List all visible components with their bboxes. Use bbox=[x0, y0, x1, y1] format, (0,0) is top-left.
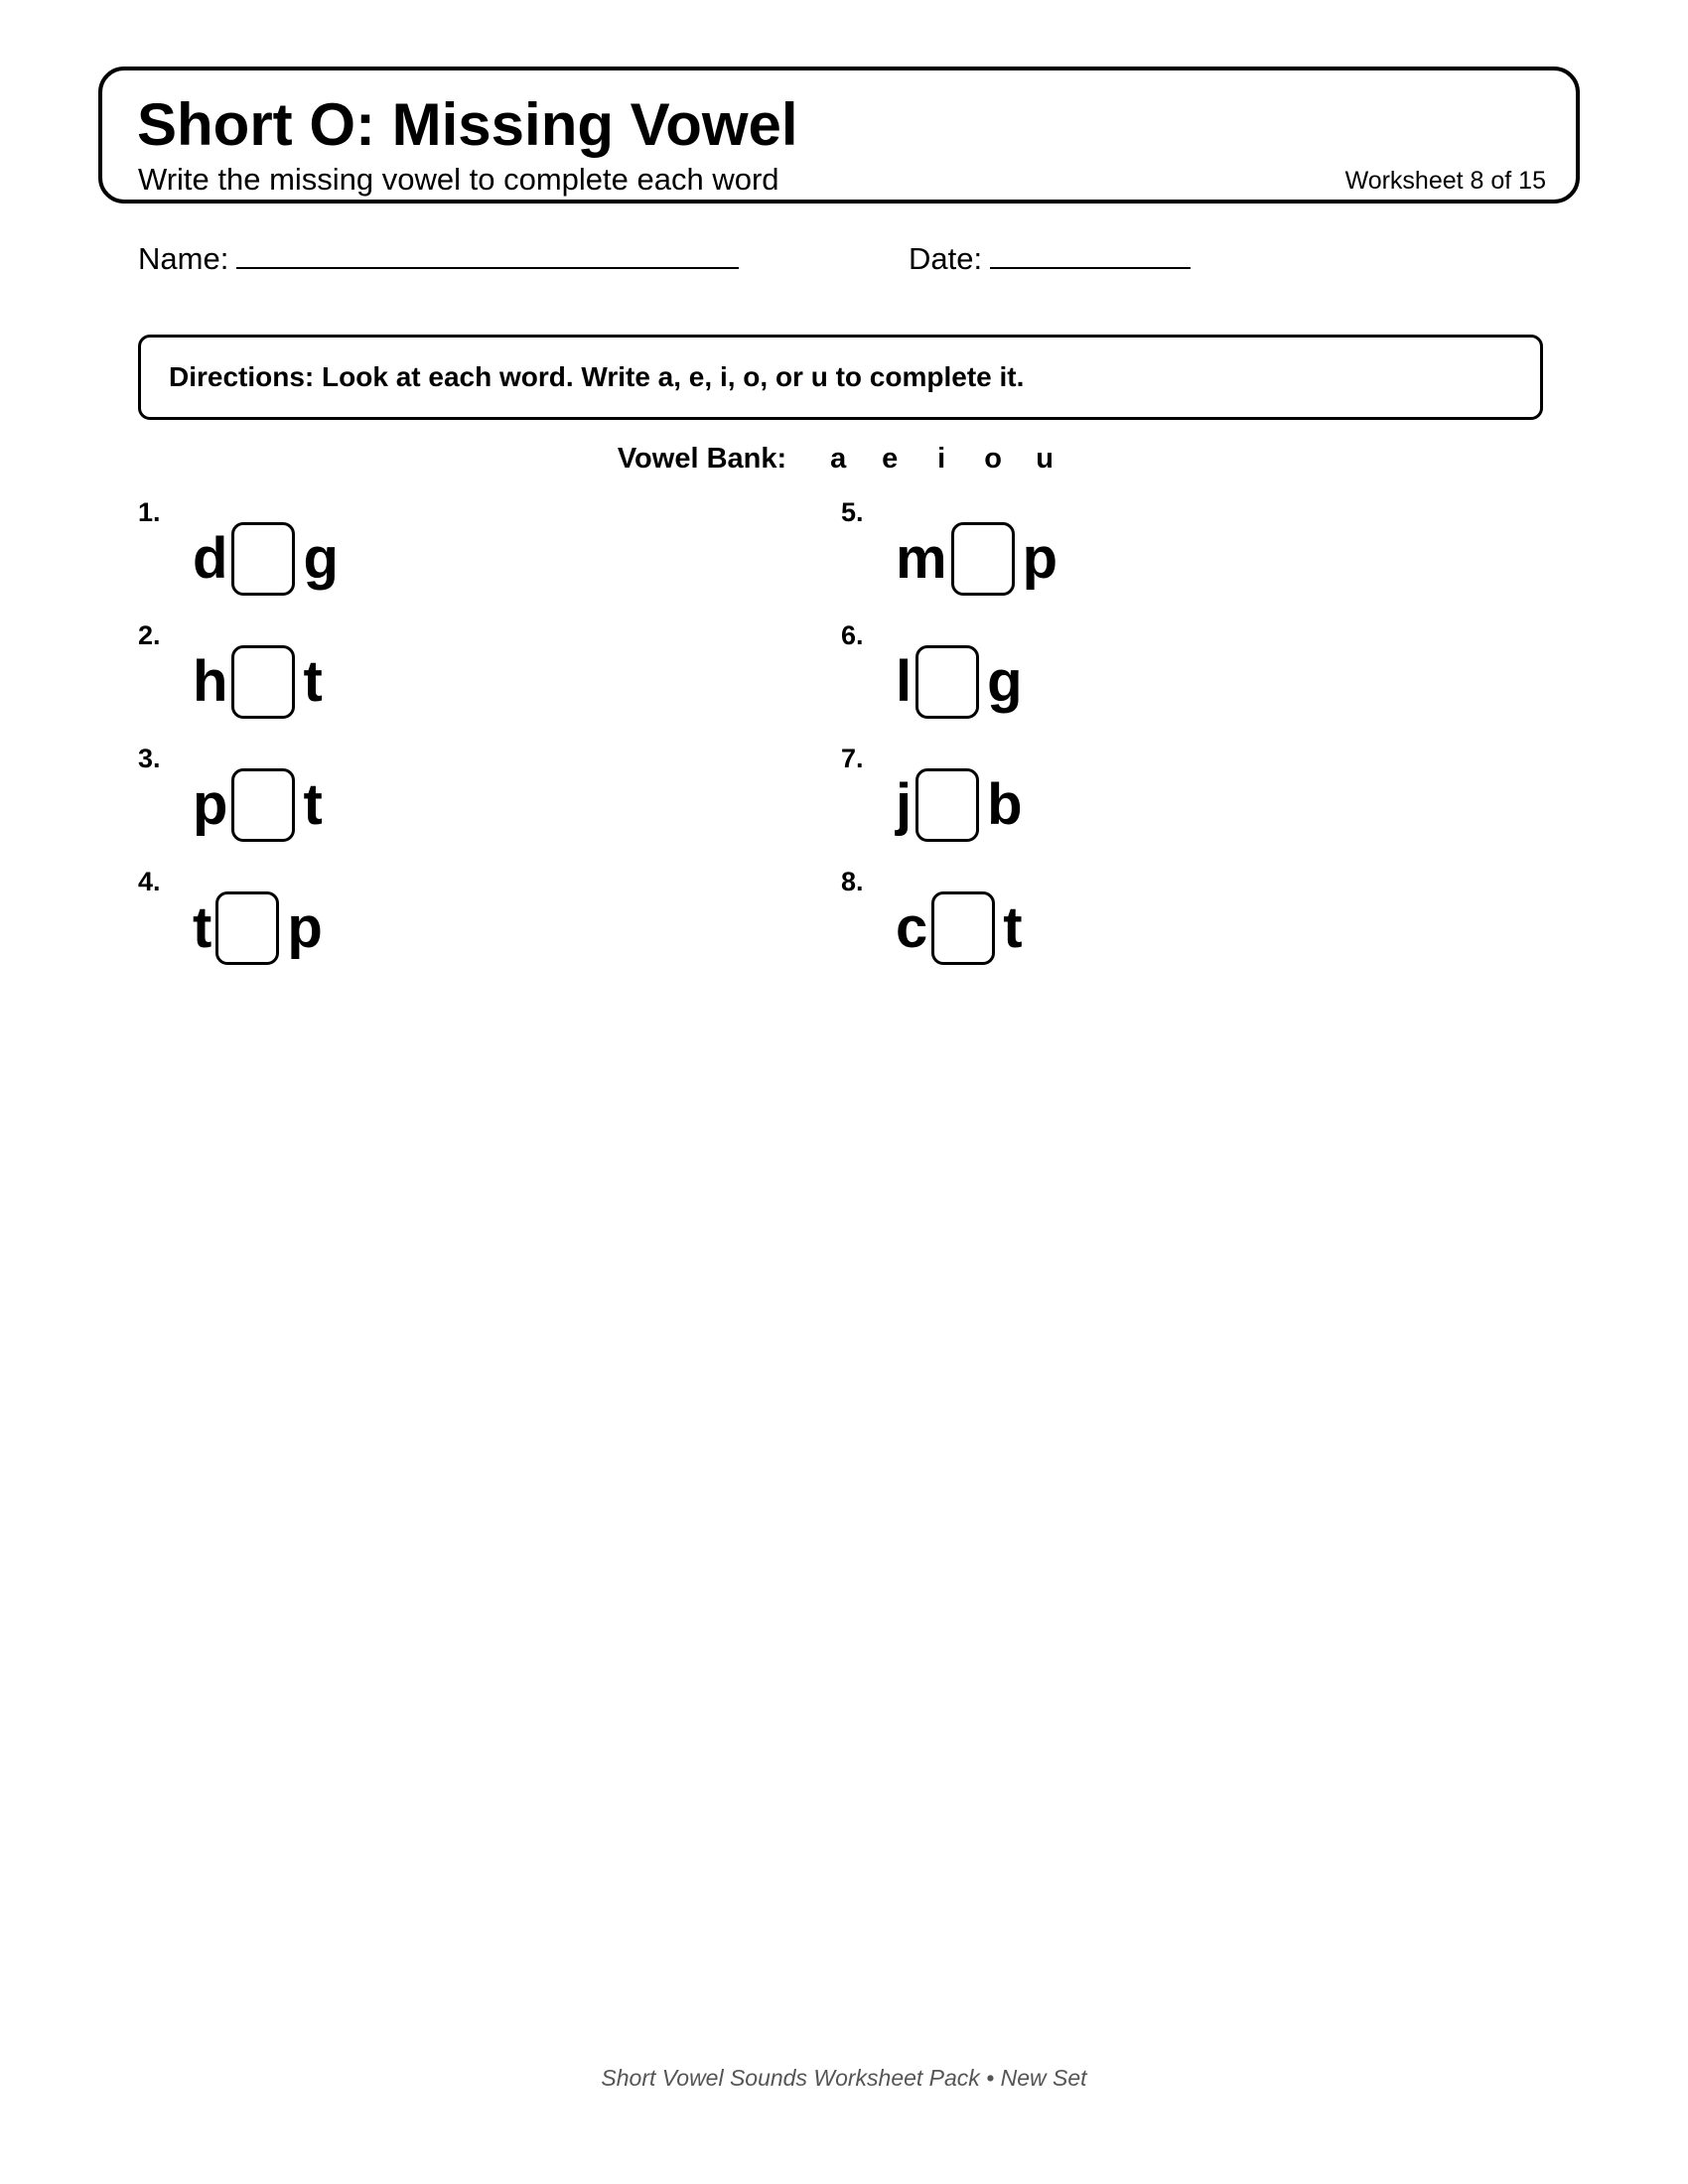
item-number: 1. bbox=[138, 497, 161, 527]
vowel-answer-box[interactable] bbox=[915, 645, 979, 719]
word-last-letter: g bbox=[987, 649, 1023, 714]
vowel-i: i bbox=[937, 443, 946, 475]
word-last-letter: b bbox=[987, 772, 1023, 837]
item-number: 7. bbox=[841, 744, 864, 773]
vowel-a: a bbox=[830, 443, 847, 475]
item-number: 2. bbox=[138, 620, 161, 650]
item-number: 8. bbox=[841, 867, 864, 896]
vowel-bank bbox=[0, 445, 1688, 474]
word bbox=[193, 767, 323, 843]
worksheet-title: Short O: Missing Vowel bbox=[137, 91, 798, 158]
word-first-letter: c bbox=[896, 895, 928, 960]
word-last-letter: p bbox=[1022, 526, 1058, 591]
directions-text: Directions: Look at each word. Write a, e, i, o, or u to complete it. bbox=[169, 361, 1025, 392]
vowel-o: o bbox=[984, 443, 1002, 475]
word bbox=[193, 644, 323, 720]
word bbox=[896, 521, 1057, 597]
item-number: 6. bbox=[841, 620, 864, 650]
vowel-u: u bbox=[1036, 443, 1054, 475]
name-label: Name: bbox=[138, 241, 229, 276]
vowel-answer-box[interactable] bbox=[931, 891, 995, 965]
item-number: 3. bbox=[138, 744, 161, 773]
worksheet-number: Worksheet 8 of 15 bbox=[1344, 167, 1546, 195]
word-first-letter: j bbox=[896, 772, 913, 837]
word-last-letter: t bbox=[303, 649, 323, 714]
worksheet-subtitle: Write the missing vowel to complete each word bbox=[138, 162, 779, 197]
vowel-answer-box[interactable] bbox=[231, 645, 295, 719]
word-first-letter: l bbox=[896, 649, 913, 714]
word bbox=[193, 521, 339, 597]
item-number: 4. bbox=[138, 867, 161, 896]
word-last-letter: t bbox=[1003, 895, 1023, 960]
word bbox=[896, 767, 1023, 843]
date-label: Date: bbox=[909, 241, 983, 276]
vowel-answer-box[interactable] bbox=[231, 522, 295, 596]
word bbox=[193, 890, 323, 966]
word-first-letter: p bbox=[193, 772, 228, 837]
date-blank[interactable] bbox=[990, 241, 1191, 269]
vowel-bank-label: Vowel Bank: bbox=[617, 443, 787, 475]
date-field bbox=[909, 241, 1191, 274]
item-number: 5. bbox=[841, 497, 864, 527]
word-last-letter: t bbox=[303, 772, 323, 837]
vowel-answer-box[interactable] bbox=[915, 768, 979, 842]
word-last-letter: p bbox=[287, 895, 323, 960]
footer-text: Short Vowel Sounds Worksheet Pack • New Set bbox=[601, 2065, 1087, 2091]
vowel-answer-box[interactable] bbox=[231, 768, 295, 842]
vowel-answer-box[interactable] bbox=[215, 891, 279, 965]
name-field bbox=[138, 241, 739, 274]
word bbox=[896, 890, 1023, 966]
word-first-letter: d bbox=[193, 526, 228, 591]
name-blank[interactable] bbox=[236, 241, 739, 269]
word-first-letter: t bbox=[193, 895, 212, 960]
word-first-letter: h bbox=[193, 649, 228, 714]
vowel-answer-box[interactable] bbox=[951, 522, 1015, 596]
word-first-letter: m bbox=[896, 526, 947, 591]
word bbox=[896, 644, 1023, 720]
word-last-letter: g bbox=[303, 526, 339, 591]
vowel-e: e bbox=[882, 443, 899, 475]
